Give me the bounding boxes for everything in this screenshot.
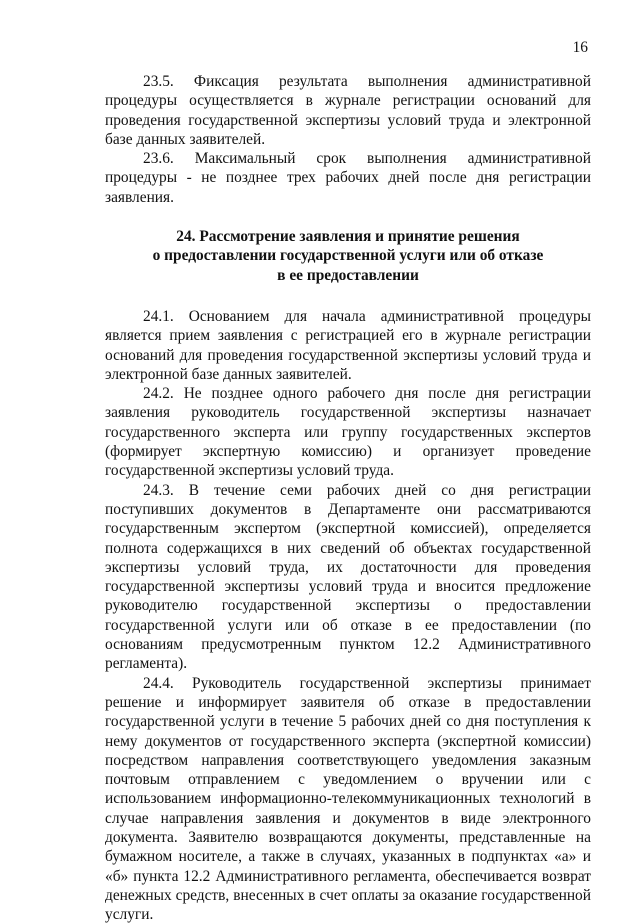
heading-line-1: 24. Рассмотрение заявления и принятие решения <box>176 228 520 246</box>
section-heading-24 <box>105 227 591 285</box>
paragraph-24-1: 24.1. Основанием для начала административной процедуры является прием заявления с регистрацией его в журнале регистрации оснований для проведения государственной экспертизы условий труда и электронной базе данных заявителей. <box>105 307 591 383</box>
paragraph-24-4: 24.4. Руководитель государственной экспертизы принимает решение и информирует заявителя об отказе в предоставлении государственной услуги в течение 5 рабочих дней со дня поступления к нему документов от государственного эксперта (экспертной комиссии) посредством направления соответствующего уведомления заказным почтовым отправлением с уведомлением о вручении или с использованием информационно-телекоммуникационных технологий в случае направления заявления и документов в виде электронного документа. Заявителю возвращаются документы, представленные на бумажном носителе, а также в случаях, указанных в подпунктах «а» и «б» пункта 12.2 Административного регламента, обеспечивается возврат денежных средств, внесенных в счет оплаты за оказание государственной услуги. <box>105 674 591 924</box>
document-body <box>105 72 591 924</box>
paragraph-24-2: 24.2. Не позднее одного рабочего дня после дня регистрации заявления руководитель государственной экспертизы назначает государственного эксперта или группу государственных экспертов (формирует экспертную комиссию) и организует проведение государственной экспертизы условий труда. <box>105 385 591 480</box>
heading-line-2: о предоставлении государственной услуги или об отказе <box>152 247 544 265</box>
page-number: 16 <box>572 39 588 56</box>
heading-line-3: в ее предоставлении <box>277 266 419 284</box>
paragraph-24-3: 24.3. В течение семи рабочих дней со дня регистрации поступивших документов в Департаменте они рассматриваются государственным экспертом (экспертной комиссией), определяется полнота содержащихся в них сведений об объектах государственной экспертизы условий труда, их достаточности для проведения государственной экспертизы условий труда и вносится предложение руководителю государственной экспертизы о предоставлении государственной услуги или об отказе в ее предоставлении (по основаниям предусмотренным пунктом 12.2 Административного регламента). <box>105 481 591 673</box>
paragraph-23-5: 23.5. Фиксация результата выполнения административной процедуры осуществляется в журнале регистрации оснований для проведения государственной экспертизы условий труда и электронной базе данных заявителей. <box>105 73 591 148</box>
paragraph-23-6: 23.6. Максимальный срок выполнения административной процедуры - не позднее трех рабочих дней после дня регистрации заявления. <box>105 150 591 206</box>
